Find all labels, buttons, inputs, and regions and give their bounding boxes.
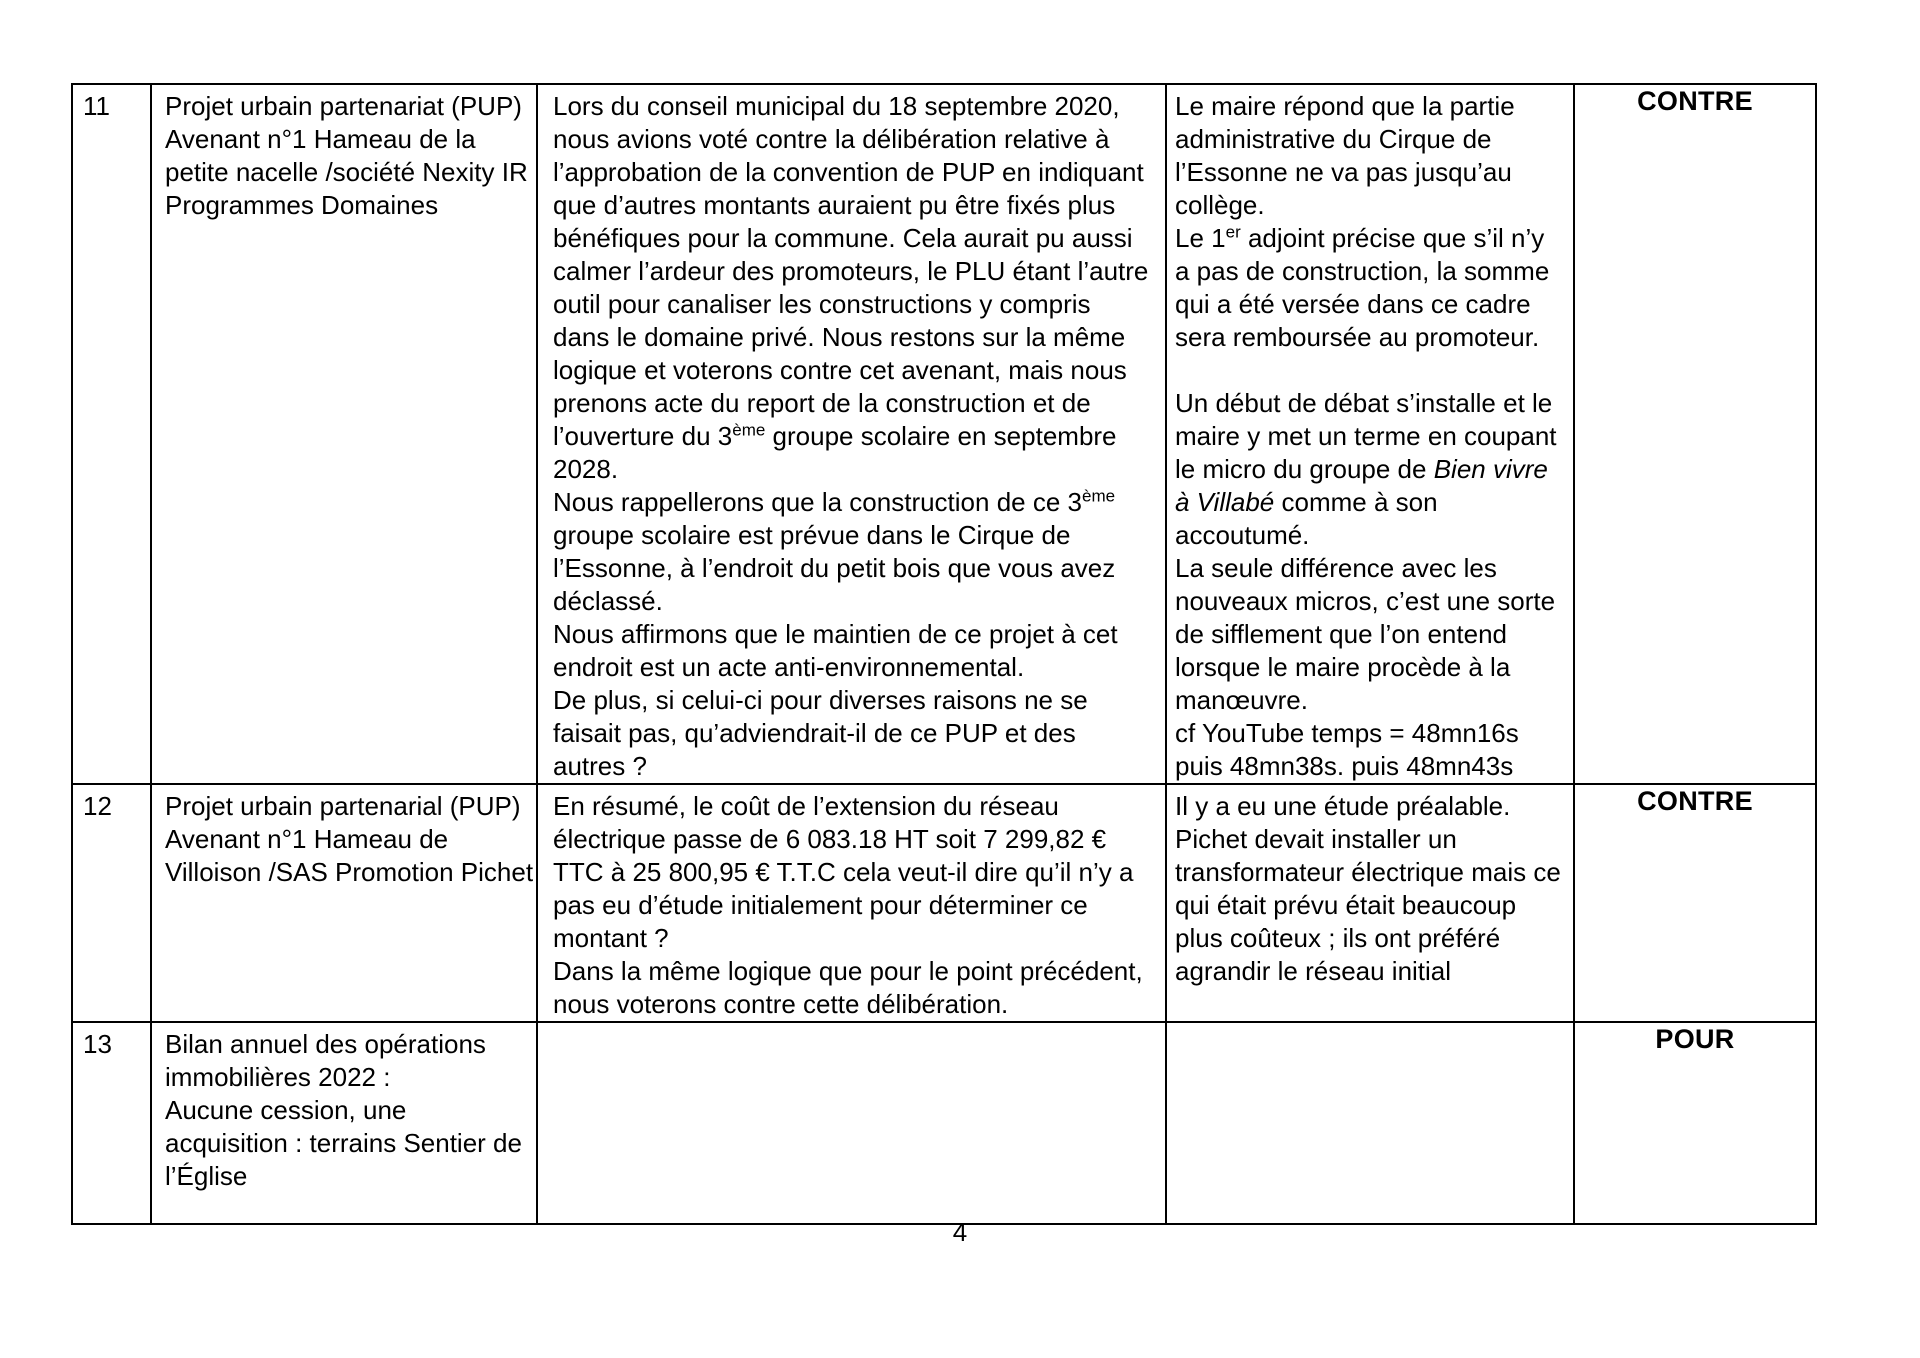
vote-label: CONTRE	[1637, 86, 1753, 116]
vote-cell	[1574, 1022, 1816, 1224]
item-number: 11	[72, 84, 151, 784]
table-row	[72, 1022, 1816, 1224]
item-comment: Lors du conseil municipal du 18 septembre 2020, nous avions voté contre la délibération relative à l’approbation de la convention de PUP en indiquant que d’autres montants auraient pu être fixés plus bénéfiques pour la commune. Cela aurait pu aussi calmer l’ardeur des promoteurs, le PLU étant l’autre outil pour canaliser les constructions y compris dans le domaine privé. Nous restons sur la même logique et voterons contre cet avenant, mais nous prenons acte du report de la construction et de l’ouverture du 3ème groupe scolaire en septembre 2028. Nous rappellerons que la construction de ce 3ème groupe scolaire est prévue dans le Cirque de l’Essonne, à l’endroit du petit bois que vous avez déclassé. Nous affirmons que le maintien de ce projet à cet endroit est un acte anti-environnemental. De plus, si celui-ci pour diverses raisons ne se faisait pas, qu’adviendrait-il de ce PUP et des autres ?	[537, 84, 1166, 784]
vote-label: POUR	[1655, 1024, 1735, 1054]
item-comment	[537, 1022, 1166, 1224]
item-title: Bilan annuel des opérations immobilières 2022 : Aucune cession, une acquisition : terrains Sentier de l’Église	[151, 1022, 537, 1224]
item-response: Le maire répond que la partie administrative du Cirque de l’Essonne ne va pas jusqu’au collège. Le 1er adjoint précise que s’il n’y a pas de construction, la somme qui a été versée dans ce cadre sera remboursée au promoteur. Un début de débat s’installe et le maire y met un terme en coupant le micro du groupe de Bien vivre à Villabé comme à son accoutumé. La seule différence avec les nouveaux micros, c’est une sorte de sifflement que l’on entend lorsque le maire procède à la manœuvre. cf YouTube temps = 48mn16s puis 48mn38s. puis 48mn43s	[1166, 84, 1574, 784]
item-title: Projet urbain partenarial (PUP) Avenant n°1 Hameau de Villoison /SAS Promotion Pichet	[151, 784, 537, 1022]
table-row	[72, 84, 1816, 784]
table-body	[72, 84, 1816, 1224]
item-comment: En résumé, le coût de l’extension du réseau électrique passe de 6 083.18 HT soit 7 299,82 € TTC à 25 800,95 € T.T.C cela veut-il dire qu’il n’y a pas eu d’étude initialement pour déterminer ce montant ? Dans la même logique que pour le point précédent, nous voterons contre cette délibération.	[537, 784, 1166, 1022]
page-number: 4	[952, 1217, 968, 1247]
vote-cell	[1574, 784, 1816, 1022]
item-response: Il y a eu une étude préalable. Pichet devait installer un transformateur électrique mais ce qui était prévu était beaucoup plus coûteux ; ils ont préféré agrandir le réseau initial	[1166, 784, 1574, 1022]
deliberations-table	[71, 83, 1817, 1225]
item-title: Projet urbain partenariat (PUP) Avenant n°1 Hameau de la petite nacelle /société Nexity IR Programmes Domaines	[151, 84, 537, 784]
item-response	[1166, 1022, 1574, 1224]
item-number: 13	[72, 1022, 151, 1224]
vote-cell	[1574, 84, 1816, 784]
vote-label: CONTRE	[1637, 786, 1753, 816]
table-row	[72, 784, 1816, 1022]
item-number: 12	[72, 784, 151, 1022]
